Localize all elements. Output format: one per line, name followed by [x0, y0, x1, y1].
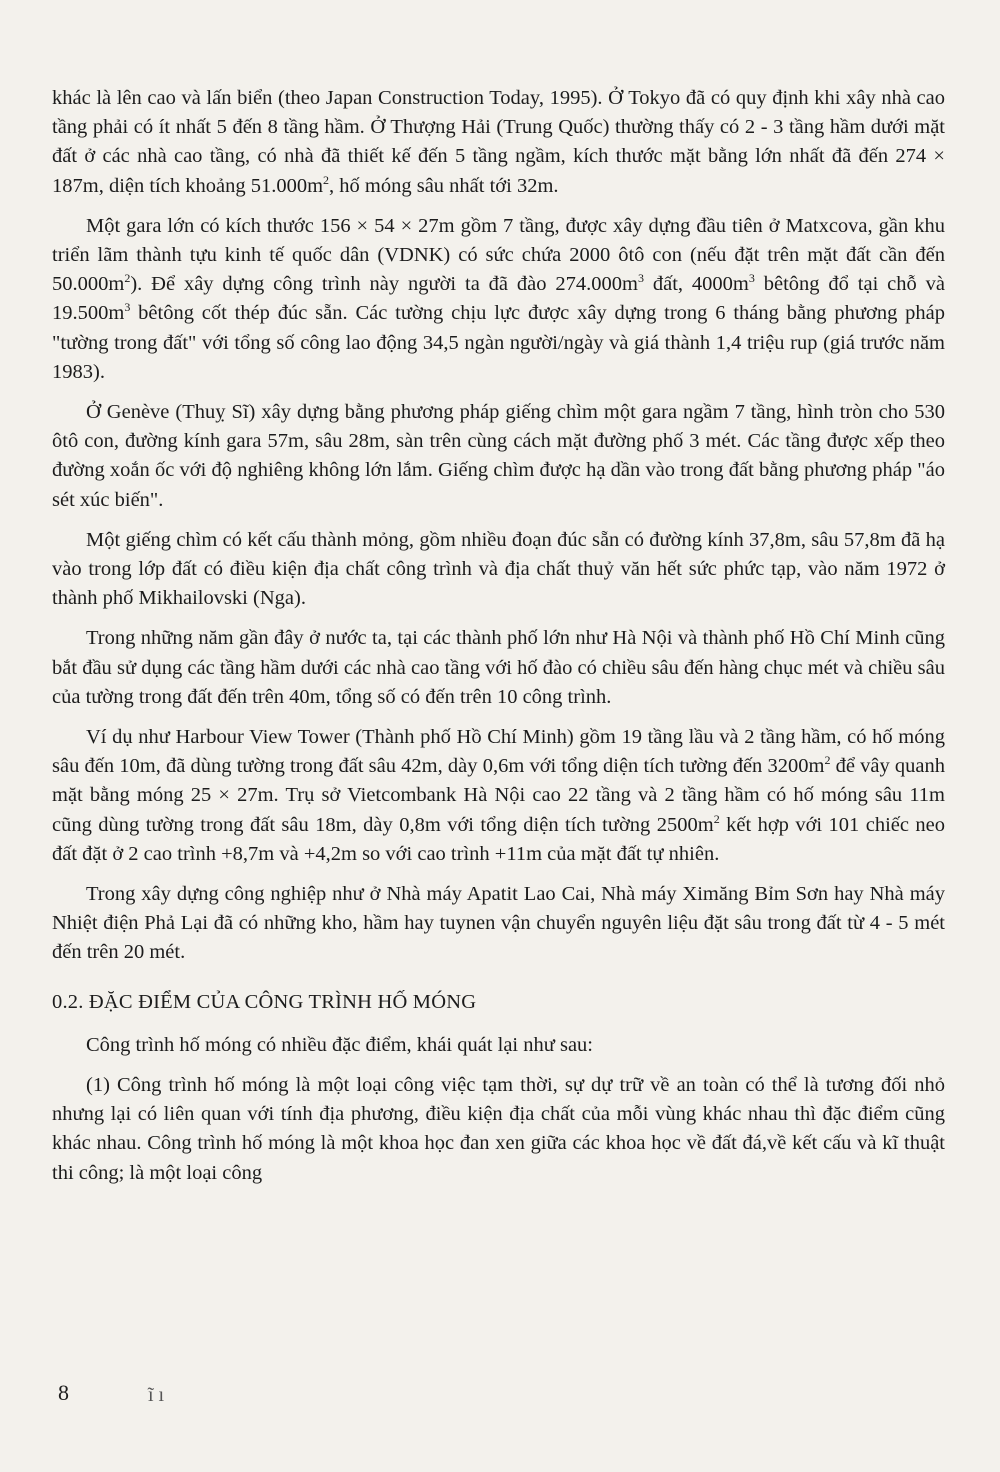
text-run: bêtông cốt thép đúc sẵn. Các tường chịu lực được xây dựng trong 6 tháng bằng phương pháp "tường trong đất" với tổng số công lao động 34,5 ngàn người/ngày và giá thành 1,4 triệu rup (giá trước năm 1983).: [52, 302, 945, 383]
superscript: 3: [748, 271, 755, 286]
paragraph: [52, 880, 945, 968]
superscript: 2: [824, 753, 831, 768]
text-run: ). Để xây dựng công trình này người ta đã đào 274.000m: [130, 273, 638, 296]
text-run: (1) Công trình hố móng là một loại công việc tạm thời, sự dự trữ về an toàn có thể là tương đối nhỏ nhưng lại có liên quan với tính địa phương, điều kiện địa chất của mỗi vùng khác nhau thì đặc điểm cũng khác nhau. Công trình hố móng là một khoa học đan xen giữa các khoa học về đất đá,về kết cấu và kĩ thuật thi công; là một loại công: [52, 1073, 945, 1184]
paragraph: [52, 84, 945, 201]
paragraph: [52, 212, 945, 387]
text-run: Trong xây dựng công nghiệp như ở Nhà máy Apatit Lao Cai, Nhà máy Ximăng Bỉm Sơn hay Nhà máy Nhiệt điện Phả Lại đã có những kho, hầm hay tuynen vận chuyển nguyên liệu đặt sâu trong đất từ 4 - 5 mét đến trên 20 mét.: [52, 883, 945, 964]
paragraph: [52, 1031, 945, 1060]
text-run: , hố móng sâu nhất tới 32m.: [329, 174, 559, 197]
text-run: bêtông đổ tại chỗ và 19.500m: [52, 273, 945, 325]
paragraph: [52, 723, 945, 869]
text-run: Trong những năm gần đây ở nước ta, tại các thành phố lớn như Hà Nội và thành phố Hồ Chí Minh cũng bắt đầu sử dụng các tầng hầm dưới các nhà cao tầng với hố đào có chiều sâu đến hàng chục mét và chiều sâu của tường trong đất đến trên 40m, tổng số có đến trên 10 công trình.: [52, 627, 945, 708]
paragraph: [52, 624, 945, 712]
text-run: để vây quanh mặt bằng móng 25 × 27m. Trụ sở Vietcombank Hà Nội cao 22 tầng và 2 tầng hầm có hố móng sâu 11m cũng dùng tường trong đất sâu 18m, dày 0,8m với tổng diện tích tường 2500m: [52, 755, 945, 836]
superscript: 2: [713, 811, 720, 826]
superscript: 3: [124, 300, 131, 315]
paragraphs-before-heading: [52, 84, 945, 968]
text-run: Một giếng chìm có kết cấu thành mỏng, gồm nhiều đoạn đúc sẵn có đường kính 37,8m, sâu 57,8m đã hạ vào trong lớp đất có điều kiện địa chất công trình và địa chất thuỷ văn hết sức phức tạp, vào năm 1972 ở thành phố Mikhailovski (Nga).: [52, 528, 945, 610]
superscript: 2: [323, 172, 330, 187]
text-run: đất, 4000m: [643, 273, 749, 296]
paragraphs-after-heading: [52, 1031, 945, 1188]
section-heading: 0.2. ĐẶC ĐIỂM CỦA CÔNG TRÌNH HỐ MÓNG: [52, 990, 477, 1013]
text-body: [52, 84, 945, 1199]
paragraph: [52, 398, 945, 515]
paragraph: [52, 526, 945, 614]
text-run: khác là lên cao và lấn biển (theo Japan Construction Today, 1995). Ở Tokyo đã có quy định khi xây nhà cao tầng phải có ít nhất 5 đến 8 tầng hầm. Ở Thượng Hải (Trung Quốc) thường thấy có 2 - 3 tầng hầm dưới mặt đất ở các nhà cao tầng, có nhà đã thiết kế đến 5 tầng ngầm, kích thước mặt bằng lớn nhất đã đến 274 × 187m, diện tích khoảng 51.000m: [52, 87, 945, 197]
text-run: Ở Genève (Thuỵ Sĩ) xây dựng bằng phương pháp giếng chìm một gara ngầm 7 tầng, hình tròn cho 530 ôtô con, đường kính gara 57m, sâu 28m, sàn trên cùng cách mặt đường phố 3 mét. Các tầng được xếp theo đường xoắn ốc với độ nghiêng không lớn lắm. Giếng chìm được hạ dần vào trong đất bằng phương pháp "áo sét xúc biến".: [52, 401, 945, 511]
margin-mark: ĩ ı: [148, 1384, 165, 1406]
text-run: Công trình hố móng có nhiều đặc điểm, khái quát lại như sau:: [86, 1033, 594, 1056]
paragraph: [52, 1071, 945, 1188]
text-run: kết hợp với 101 chiếc neo đất đặt ở 2 cao trình +8,7m và +4,2m so với cao trình +11m của mặt đất tự nhiên.: [52, 813, 945, 865]
page-number: 8: [58, 1380, 69, 1405]
text-run: Ví dụ như Harbour View Tower (Thành phố Hồ Chí Minh) gồm 19 tầng lầu và 2 tầng hầm, có hố móng sâu đến 10m, đã dùng tường trong đất sâu 42m, dày 0,6m với tổng diện tích tường đến 3200m: [52, 726, 945, 778]
superscript: 2: [124, 271, 131, 286]
superscript: 3: [637, 271, 644, 286]
text-run: Một gara lớn có kích thước 156 × 54 × 27m gồm 7 tầng, được xây dựng đầu tiên ở Matxcova, gần khu triển lãm thành tựu kinh tế quốc dân (VDNK) có sức chứa 2000 ôtô con (nếu đặt trên mặt đất cần đến 50.000m: [52, 214, 945, 296]
